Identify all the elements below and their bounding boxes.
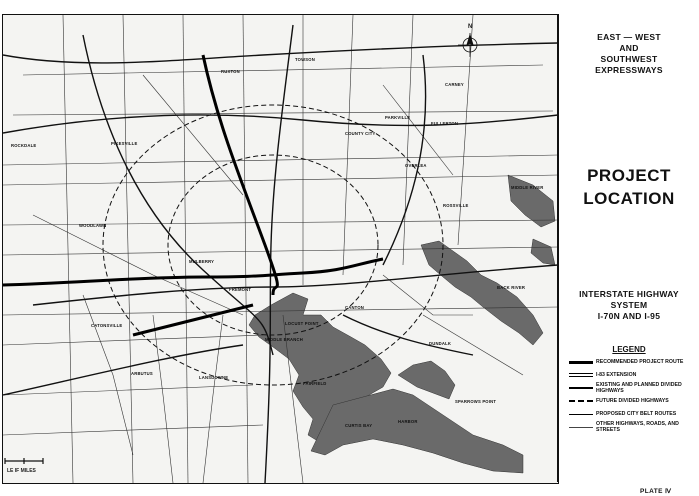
legend-swatch-thick [569, 357, 593, 367]
scale-label: LE IF MILES [7, 468, 36, 474]
label-pikesville: PIKESVILLE [111, 141, 138, 146]
streets-layer [3, 15, 558, 483]
label-middle-branch: MIDDLE BRANCH [265, 337, 303, 342]
back-river [421, 241, 543, 345]
label-harbor: HARBOR [398, 419, 418, 424]
legend-swatch-thin [569, 409, 593, 419]
shoreline-east [531, 239, 555, 265]
legend-swatch-double [569, 370, 593, 380]
system-line: INTERSTATE HIGHWAY [579, 289, 679, 299]
north-label: N [468, 24, 473, 30]
legend-swatch-hair [569, 422, 593, 432]
label-lansdowne: LANSDOWNE [199, 375, 229, 380]
label-carney: CARNEY [445, 82, 464, 87]
label-fairfield: FAIRFIELD [303, 381, 327, 386]
legend-item [569, 421, 697, 433]
legend-title: LEGEND [612, 345, 646, 354]
label-woodlawn: WOODLAWN [79, 223, 107, 228]
system-title [559, 289, 699, 322]
label-overlea: OVERLEA [405, 163, 427, 168]
system-line: I-70N AND I-95 [597, 311, 661, 321]
legend-swatch-medium [569, 383, 593, 393]
label-fremont: FREMONT [229, 287, 252, 292]
legend-label: OTHER HIGHWAYS, ROADS, AND STREETS [596, 421, 679, 433]
title-panel [557, 14, 699, 482]
legend-label: RECOMMENDED PROJECT ROUTE [596, 359, 684, 365]
legend-item [569, 408, 697, 420]
legend-item [569, 369, 697, 381]
north-arrow [458, 33, 482, 57]
expressways-line: SOUTHWEST [600, 54, 658, 64]
expressways-title [559, 32, 699, 76]
label-ruxton: RUXTON [221, 69, 240, 74]
legend-item [569, 382, 697, 394]
label-parkville: PARKVILLE [385, 115, 411, 120]
legend-label: FUTURE DIVIDED HIGHWAYS [596, 398, 669, 404]
label-towson: TOWSON [295, 57, 315, 62]
expressways-line: EAST — WEST [597, 32, 661, 42]
legend-label: PROPOSED CITY BELT ROUTES [596, 411, 677, 417]
map-area[interactable] [2, 14, 559, 484]
label-rossville: ROSSVILLE [443, 203, 469, 208]
legend-label: EXISTING AND PLANNED DIVIDED HIGHWAYS [596, 382, 682, 394]
label-curtis-bay: CURTIS BAY [345, 423, 373, 428]
scale-bar [5, 458, 43, 464]
legend-label: I-83 EXTENSION [596, 372, 637, 378]
road-map [3, 15, 558, 483]
label-arbutus: ARBUTUS [131, 371, 153, 376]
project-line: PROJECT [587, 166, 671, 185]
label-locust-point: LOCUST POINT [285, 321, 319, 326]
legend-item [569, 356, 697, 368]
label-sparrows-point: SPARROWS POINT [455, 399, 497, 404]
legend-swatch-dashed [569, 396, 593, 406]
label-back-river: BACK RIVER [497, 285, 526, 290]
system-line: SYSTEM [610, 300, 648, 310]
legend [569, 356, 697, 434]
label-dundalk: DUNDALK [429, 341, 452, 346]
expressways-line: EXPRESSWAYS [595, 65, 663, 75]
label-catonsville: CATONSVILLE [91, 323, 123, 328]
middle-river-water [508, 175, 555, 227]
label-canton: CANTON [345, 305, 365, 310]
project-line: LOCATION [583, 189, 675, 208]
label-rockdale: ROCKDALE [11, 143, 37, 148]
label-fullerton: FULLERTON [431, 121, 459, 126]
label-mulberry: MULBERRY [189, 259, 215, 264]
project-location-title [559, 164, 699, 210]
label-county-city: COUNTY CITY [345, 131, 376, 136]
legend-item [569, 395, 697, 407]
label-middle-river: MIDDLE RIVER [511, 185, 544, 190]
plate-number: PLATE Ⅳ [640, 488, 672, 495]
expressways-line: AND [619, 43, 639, 53]
